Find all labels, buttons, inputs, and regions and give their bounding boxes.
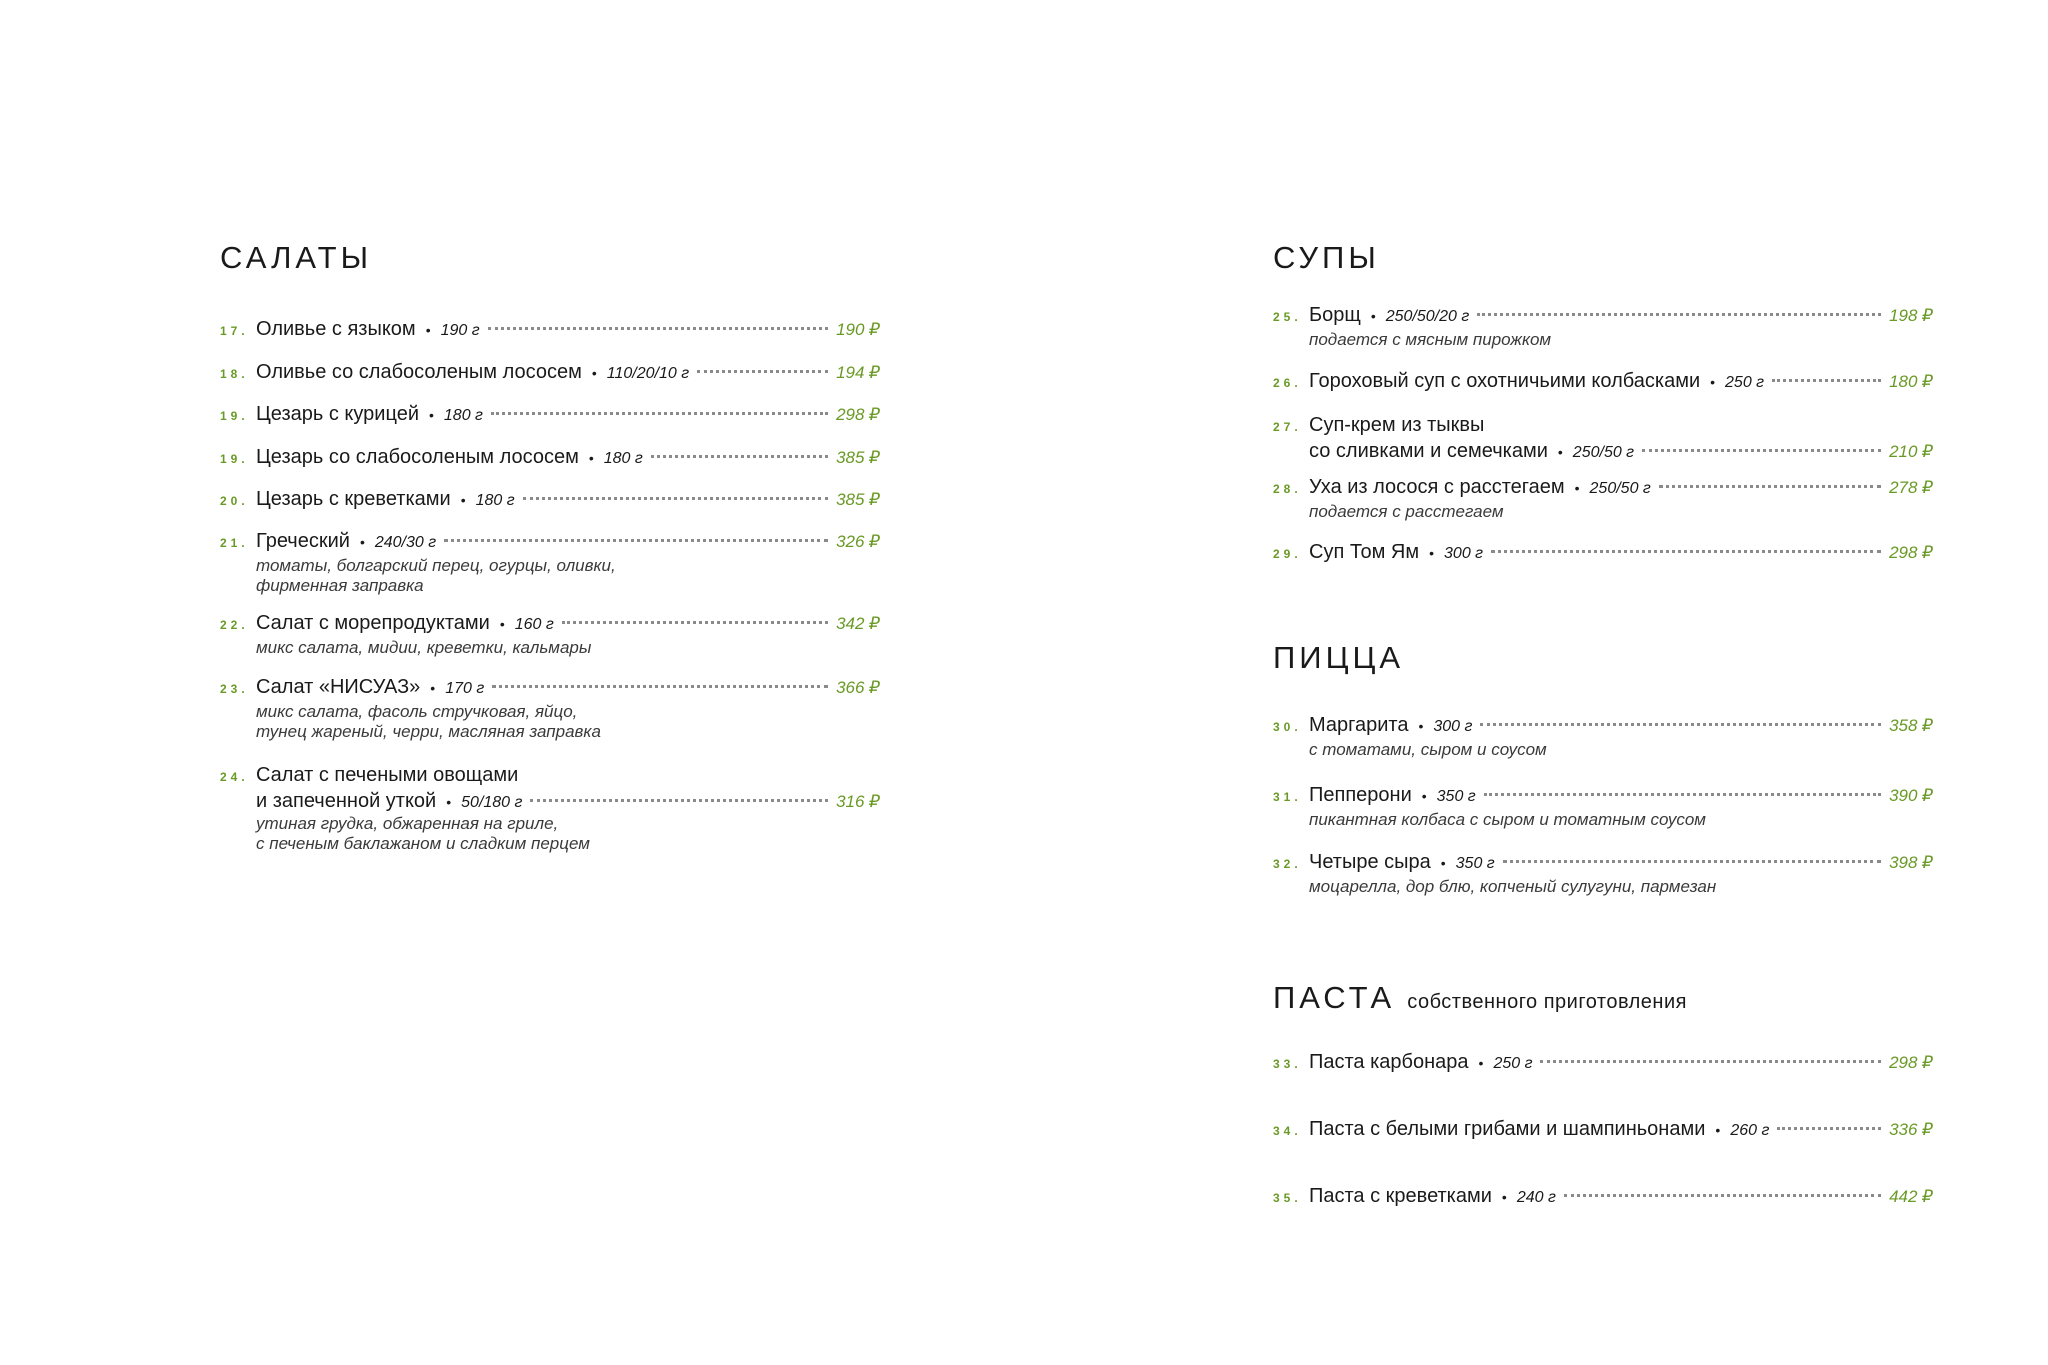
item-number: 27. [1273, 420, 1302, 434]
item-weight: 190 г [440, 322, 480, 339]
item-name: Греческий [256, 530, 350, 552]
item-name: Оливье с языком [256, 318, 416, 340]
item-description: пикантная колбаса с сыром и томатным соусом [1309, 810, 1706, 829]
item-price: 358 ₽ [1889, 716, 1933, 735]
item-weight: 260 г [1730, 1122, 1770, 1139]
section-heading-pizza: ПИЦЦА [1273, 640, 1405, 675]
menu-item-row [1273, 541, 1933, 567]
item-weight: 350 г [1436, 788, 1476, 805]
bullet-separator: • [1418, 718, 1424, 734]
menu-item-row [1273, 476, 1933, 502]
item-number: 22. [220, 618, 249, 632]
menu-item-row [1273, 304, 1933, 330]
menu-item-row [1273, 1118, 1933, 1144]
bullet-separator: • [1557, 444, 1563, 460]
item-description: утиная грудка, обжаренная на гриле, [256, 814, 559, 833]
item-number: 28. [1273, 482, 1302, 496]
item-description: микс салата, мидии, креветки, кальмары [256, 638, 592, 657]
item-price: 180 ₽ [1889, 372, 1933, 391]
dot-leader [1484, 793, 1881, 796]
bullet-separator: • [1421, 788, 1427, 804]
item-number: 32. [1273, 857, 1302, 871]
item-price: 298 ₽ [1889, 1053, 1933, 1072]
item-number: 33. [1273, 1057, 1302, 1071]
item-description: микс салата, фасоль стручковая, яйцо, [256, 702, 578, 721]
item-price: 398 ₽ [1889, 853, 1933, 872]
menu-item [220, 403, 880, 429]
item-price: 316 ₽ [836, 792, 880, 811]
menu-item-row [220, 764, 880, 790]
menu-item-row [1273, 714, 1933, 740]
bullet-separator: • [499, 616, 505, 632]
item-description: моцарелла, дор блю, копченый сулугуни, пармезан [1309, 877, 1717, 896]
item-name: Маргарита [1309, 714, 1409, 736]
menu-item [220, 676, 880, 742]
item-number: 19. [220, 452, 249, 466]
item-name-line2: со сливками и семечками [1309, 440, 1548, 462]
item-name: Цезарь с курицей [256, 403, 419, 425]
dot-leader [1503, 860, 1881, 863]
dot-leader [1540, 1060, 1881, 1063]
item-name: Цезарь с креветками [256, 488, 451, 510]
item-price: 298 ₽ [836, 405, 880, 424]
dot-leader [1642, 449, 1881, 452]
item-number: 19. [220, 409, 249, 423]
item-name: Гороховый суп с охотничьими колбасками [1309, 370, 1701, 392]
dot-leader [491, 412, 828, 415]
menu-item-row [220, 530, 880, 556]
item-weight: 180 г [603, 450, 643, 467]
bullet-separator: • [430, 680, 436, 696]
menu-item-row [220, 403, 880, 429]
menu-item-row [220, 612, 880, 638]
menu-item [1273, 370, 1933, 396]
item-number: 34. [1273, 1124, 1302, 1138]
item-name: Салат «НИСУАЗ» [256, 676, 421, 698]
menu-item [1273, 1118, 1933, 1144]
item-weight: 300 г [1433, 718, 1473, 735]
item-weight: 350 г [1455, 855, 1495, 872]
bullet-separator: • [1715, 1122, 1721, 1138]
section-heading-pasta [1273, 980, 1687, 1016]
item-number: 30. [1273, 720, 1302, 734]
item-number: 24. [220, 770, 249, 784]
pasta-subtitle: собственного приготовления [1407, 991, 1687, 1013]
menu-item [1273, 1185, 1933, 1211]
item-price: 342 ₽ [836, 614, 880, 633]
item-name: Салат с печеными овощами [256, 764, 519, 786]
dot-leader [1564, 1194, 1881, 1197]
item-price: 366 ₽ [836, 678, 880, 697]
item-description: с томатами, сыром и соусом [1309, 740, 1547, 759]
dot-leader [523, 497, 828, 500]
bullet-separator: • [591, 365, 597, 381]
bullet-separator: • [460, 492, 466, 508]
item-weight: 250/50 г [1572, 444, 1635, 461]
menu-item-row [1273, 370, 1933, 396]
section-heading-soups: СУПЫ [1273, 240, 1380, 275]
menu-item [1273, 851, 1933, 897]
menu-item-row [220, 318, 880, 344]
item-name-line2: и запеченной уткой [256, 790, 437, 812]
item-weight: 180 г [475, 492, 515, 509]
item-price: 210 ₽ [1889, 442, 1933, 461]
bullet-separator: • [1710, 374, 1716, 390]
menu-item [1273, 784, 1933, 830]
menu-item-row [220, 361, 880, 387]
menu-item [1273, 1051, 1933, 1077]
pasta-title: ПАСТА [1273, 980, 1396, 1015]
item-name: Паста с креветками [1309, 1185, 1492, 1207]
menu-item-row [220, 488, 880, 514]
item-number: 25. [1273, 310, 1302, 324]
menu-item [220, 612, 880, 658]
item-weight: 50/180 г [461, 794, 523, 811]
menu-item-row [220, 676, 880, 702]
item-description: фирменная заправка [256, 576, 424, 595]
item-number: 21. [220, 536, 249, 550]
item-weight: 170 г [445, 680, 485, 697]
item-name: Пепперони [1309, 784, 1412, 806]
dot-leader [492, 685, 828, 688]
bullet-separator: • [1440, 855, 1446, 871]
item-name: Уха из лосося с расстегаем [1309, 476, 1565, 498]
item-number: 29. [1273, 547, 1302, 561]
dot-leader [562, 621, 828, 624]
menu-item-row [1273, 1051, 1933, 1077]
item-price: 442 ₽ [1889, 1187, 1933, 1206]
item-weight: 240/30 г [374, 534, 437, 551]
dot-leader [1777, 1127, 1881, 1130]
bullet-separator: • [588, 450, 594, 466]
bullet-separator: • [446, 794, 452, 810]
item-description: томаты, болгарский перец, огурцы, оливки, [256, 556, 616, 575]
menu-item [220, 530, 880, 596]
menu-item [220, 488, 880, 514]
item-price: 326 ₽ [836, 532, 880, 551]
item-price: 194 ₽ [836, 363, 880, 382]
menu-item [1273, 476, 1933, 522]
item-weight: 300 г [1444, 545, 1484, 562]
bullet-separator: • [429, 407, 434, 423]
menu-item [1273, 541, 1933, 567]
item-description: с печеным баклажаном и сладким перцем [256, 834, 590, 853]
item-number: 23. [220, 682, 249, 696]
dot-leader [1772, 379, 1881, 382]
section-heading-salads: САЛАТЫ [220, 240, 373, 275]
item-price: 385 ₽ [836, 490, 880, 509]
item-name: Борщ [1309, 304, 1361, 326]
item-price: 278 ₽ [1889, 478, 1933, 497]
item-number: 26. [1273, 376, 1302, 390]
item-weight: 250/50 г [1589, 480, 1651, 497]
dot-leader [488, 327, 828, 330]
bullet-separator: • [1370, 308, 1376, 324]
menu-item [220, 446, 880, 472]
item-weight: 240 г [1516, 1189, 1556, 1206]
dot-leader [1491, 550, 1881, 553]
dot-leader [444, 539, 828, 542]
bullet-separator: • [1429, 545, 1435, 561]
menu-item-row [1273, 851, 1933, 877]
item-name: Четыре сыра [1309, 851, 1431, 873]
item-price: 390 ₽ [1889, 786, 1933, 805]
menu-item [220, 764, 880, 854]
item-weight: 180 г [443, 407, 483, 424]
menu-item-row [220, 790, 880, 814]
item-weight: 250 г [1725, 374, 1765, 391]
item-name: Суп Том Ям [1309, 541, 1420, 563]
menu-item [220, 318, 880, 344]
dot-leader [1659, 485, 1881, 488]
item-number: 35. [1273, 1191, 1302, 1205]
item-description: тунец жареный, черри, масляная заправка [256, 722, 601, 741]
item-description: подается с расстегаем [1309, 502, 1504, 521]
bullet-separator: • [1501, 1189, 1507, 1205]
bullet-separator: • [359, 534, 365, 550]
item-weight: 250/50/20 г [1385, 308, 1470, 325]
dot-leader [1477, 313, 1881, 316]
menu-item [220, 361, 880, 387]
item-name: Суп-крем из тыквы [1309, 414, 1485, 436]
item-price: 198 ₽ [1889, 306, 1933, 325]
item-name: Салат с морепродуктами [256, 612, 490, 634]
dot-leader [697, 370, 828, 373]
item-price: 190 ₽ [836, 320, 880, 339]
item-price: 298 ₽ [1889, 543, 1933, 562]
item-number: 31. [1273, 790, 1302, 804]
item-number: 17. [220, 324, 249, 338]
item-name: Паста с белыми грибами и шампиньонами [1309, 1118, 1706, 1140]
item-name: Цезарь со слабосоленым лососем [256, 446, 579, 468]
menu-item [1273, 714, 1933, 760]
menu-item-row [1273, 1185, 1933, 1211]
menu-item-row [1273, 784, 1933, 810]
item-name: Оливье со слабосоленым лососем [256, 361, 582, 383]
item-price: 336 ₽ [1889, 1120, 1933, 1139]
dot-leader [530, 799, 828, 802]
menu-item [1273, 304, 1933, 350]
menu-item [1273, 414, 1933, 464]
item-number: 20. [220, 494, 249, 508]
item-price: 385 ₽ [836, 448, 880, 467]
dot-leader [651, 455, 828, 458]
item-weight: 110/20/10 г [606, 365, 690, 382]
bullet-separator: • [425, 322, 431, 338]
dot-leader [1480, 723, 1881, 726]
item-number: 18. [220, 367, 249, 381]
bullet-separator: • [1574, 480, 1580, 496]
item-description: подается с мясным пирожком [1309, 330, 1552, 349]
menu-item-row [1273, 440, 1933, 464]
item-weight: 250 г [1493, 1055, 1533, 1072]
item-name: Паста карбонара [1309, 1051, 1469, 1073]
bullet-separator: • [1478, 1055, 1484, 1071]
item-weight: 160 г [514, 616, 554, 633]
menu-item-row [220, 446, 880, 472]
menu-item-row [1273, 414, 1933, 440]
